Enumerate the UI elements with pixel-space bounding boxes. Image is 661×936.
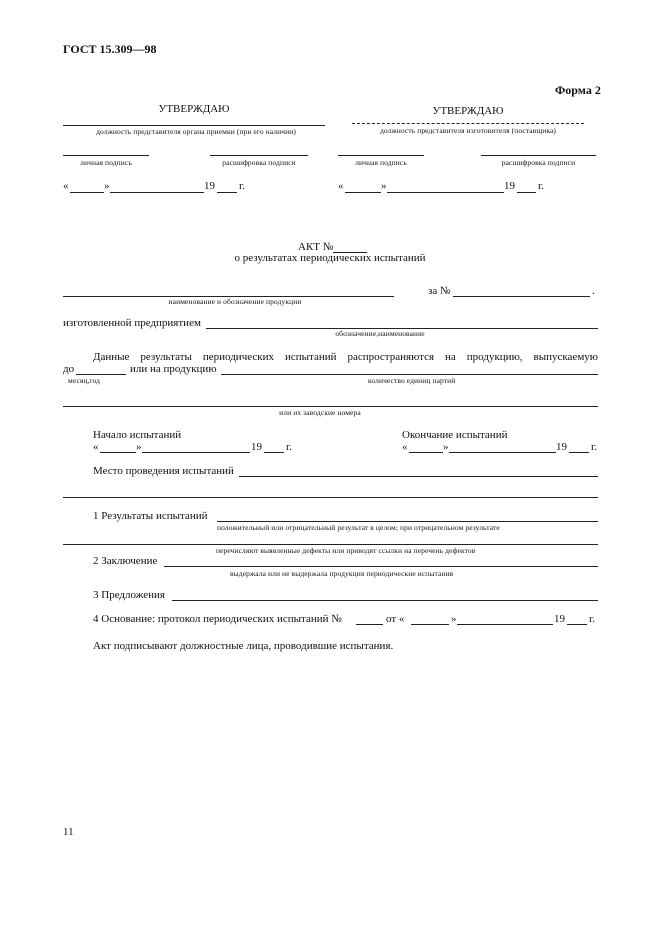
test-end-date-close: » xyxy=(443,441,449,453)
approval-left-decoding-caption: расшифровка подписи xyxy=(222,158,296,167)
approval-right-date-open: « xyxy=(338,180,344,192)
approval-left-decoding-line[interactable] xyxy=(210,155,308,156)
test-place-line[interactable] xyxy=(239,476,598,477)
test-start-year-line[interactable] xyxy=(264,452,284,453)
basis-year: 19 xyxy=(554,613,565,625)
approval-left-month-line[interactable] xyxy=(110,192,204,193)
results-caption: положительный или отрицательный результат в целом; при отрицательном результате xyxy=(217,523,500,532)
proposals-label: 3 Предложения xyxy=(93,589,165,601)
distribution-until: до xyxy=(63,363,75,375)
basis-year-suffix: г. xyxy=(589,613,596,625)
test-place-line-2[interactable] xyxy=(63,497,598,498)
test-start-day-line[interactable] xyxy=(100,452,136,453)
approval-left-year-line[interactable] xyxy=(217,192,237,193)
conclusion-caption: выдержала или не выдержала продукция периодические испытания xyxy=(230,569,454,578)
distribution-serial-line[interactable] xyxy=(63,406,598,407)
product-caption: наименование и обозначение продукции xyxy=(168,297,302,306)
approval-left-year-suffix: г. xyxy=(239,180,246,192)
test-end-year-line[interactable] xyxy=(569,452,589,453)
test-end-day-line[interactable] xyxy=(409,452,443,453)
test-start-date-close: » xyxy=(136,441,142,453)
act-title: АКТ № xyxy=(298,241,334,253)
approval-right-decoding-line[interactable] xyxy=(481,155,596,156)
page-number: 11 xyxy=(63,826,74,838)
results-line[interactable] xyxy=(217,521,598,522)
approval-right-date-close: » xyxy=(381,180,387,192)
approval-left-signature-caption: личная подпись xyxy=(80,158,132,167)
distribution-text: Данные результаты периодических испытаний распространяются на продукцию, выпускаемую xyxy=(93,351,598,363)
manufactured-caption: обозначение,наименование xyxy=(335,329,425,338)
test-end-year: 19 xyxy=(556,441,567,453)
approval-right-title: УТВЕРЖДАЮ xyxy=(432,105,504,117)
defects-caption: перечисляют выявленные дефекты или приводят ссылки на перечень дефектов xyxy=(216,546,476,555)
test-start-year-suffix: г. xyxy=(286,441,293,453)
approval-left-position-line[interactable] xyxy=(63,125,325,126)
form-label: Форма 2 xyxy=(555,83,601,97)
distribution-serial-caption: или их заводские номера xyxy=(279,408,361,417)
distribution-quantity-line[interactable] xyxy=(221,374,598,375)
approval-right-month-line[interactable] xyxy=(387,192,504,193)
conclusion-label: 2 Заключение xyxy=(93,555,158,567)
distribution-or-product: или на продукцию xyxy=(130,363,217,375)
proposals-line[interactable] xyxy=(172,600,598,601)
signed-text: Акт подписывают должностные лица, проводившие испытания. xyxy=(93,640,394,652)
test-start-year: 19 xyxy=(251,441,262,453)
basis-year-line[interactable] xyxy=(567,624,587,625)
results-line-2[interactable] xyxy=(63,544,598,545)
approval-right-signature-line[interactable] xyxy=(338,155,424,156)
distribution-month-year-line[interactable] xyxy=(76,374,126,375)
approval-right-decoding-caption: расшифровка подписи xyxy=(501,158,576,167)
basis-day-line[interactable] xyxy=(411,624,449,625)
manufactured-label: изготовленной предприятием xyxy=(63,317,201,329)
basis-from: от « xyxy=(386,613,405,625)
test-end-year-suffix: г. xyxy=(591,441,598,453)
approval-left-day-line[interactable] xyxy=(70,192,104,193)
basis-number-line[interactable] xyxy=(356,624,383,625)
test-start-date-open: « xyxy=(93,441,99,453)
basis-close: » xyxy=(451,613,457,625)
product-number-line[interactable] xyxy=(453,296,590,297)
approval-right-position-line[interactable] xyxy=(352,123,584,124)
distribution-quantity-caption: количество единиц партий xyxy=(368,376,456,385)
test-start-month-line[interactable] xyxy=(142,452,250,453)
approval-left-title: УТВЕРЖДАЮ xyxy=(158,103,230,115)
act-subtitle: о результатах периодических испытаний xyxy=(234,252,426,264)
approval-left-signature-line[interactable] xyxy=(63,155,149,156)
product-for-no: за № xyxy=(428,285,451,297)
approval-left-position-caption: должность представителя органа приемки (при его наличии) xyxy=(96,127,296,136)
test-end-month-line[interactable] xyxy=(449,452,556,453)
approval-left-year: 19 xyxy=(204,180,215,192)
test-end-label: Окончание испытаний xyxy=(402,429,508,441)
approval-right-position-caption: должность представителя изготовителя (поставщика) xyxy=(379,126,557,135)
approval-right-signature-caption: личная подпись xyxy=(355,158,407,167)
approval-left-date-open: « xyxy=(63,180,69,192)
approval-right-year-line[interactable] xyxy=(517,192,536,193)
standard-number: ГОСТ 15.309—98 xyxy=(63,42,157,56)
approval-right-day-line[interactable] xyxy=(345,192,381,193)
test-end-date-open: « xyxy=(402,441,408,453)
test-place-label: Место проведения испытаний xyxy=(93,465,234,477)
conclusion-line[interactable] xyxy=(164,566,598,567)
approval-left-date-close: » xyxy=(104,180,110,192)
product-period: . xyxy=(592,285,595,297)
approval-right-year-suffix: г. xyxy=(538,180,545,192)
results-label: 1 Результаты испытаний xyxy=(93,510,208,522)
approval-right-year: 19 xyxy=(504,180,515,192)
test-start-label: Начало испытаний xyxy=(93,429,182,441)
basis-label: 4 Основание: протокол периодических испытаний № xyxy=(93,613,342,625)
distribution-month-year-caption: месяц,год xyxy=(68,376,101,385)
basis-month-line[interactable] xyxy=(457,624,553,625)
